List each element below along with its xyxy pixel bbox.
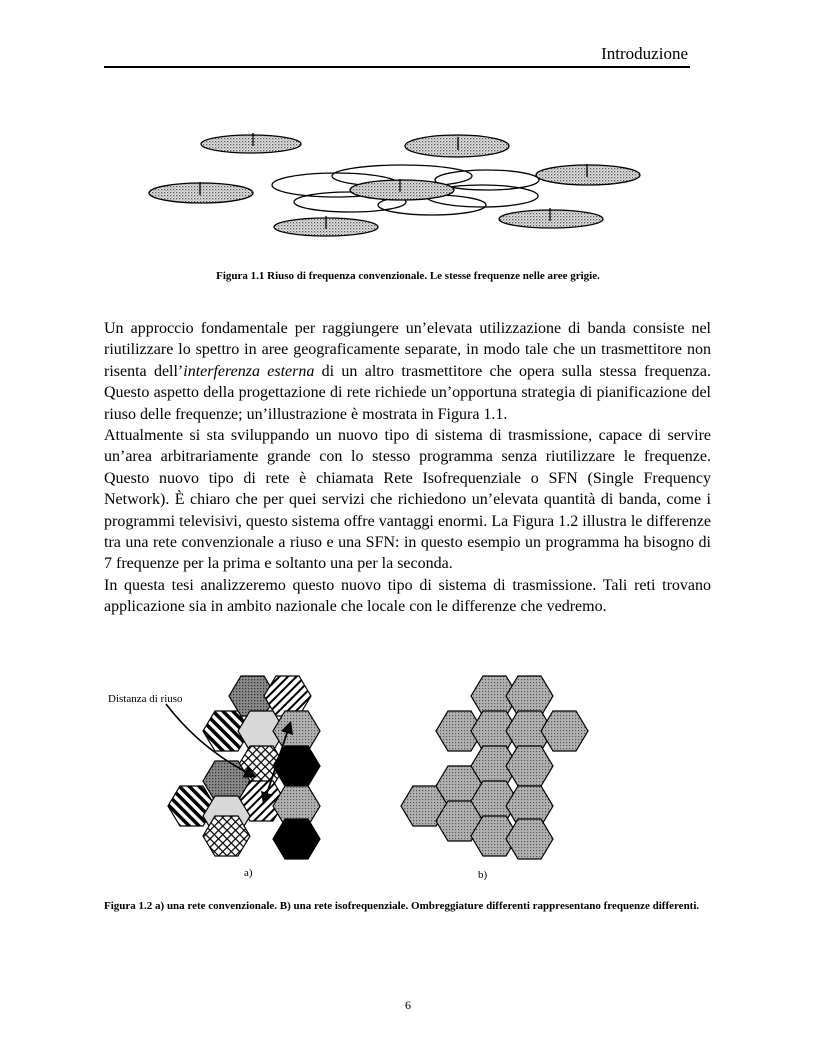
grey-cell: [499, 210, 603, 228]
isofrequency-network: [401, 676, 588, 859]
reuse-distance-label: Distanza di riuso: [108, 693, 183, 705]
grey-cell: [149, 183, 253, 203]
figure-1-1-caption: Figura 1.1 Riuso di frequenza convenzionale. Le stesse frequenze nelle aree grigie.: [216, 270, 600, 282]
body-text: [104, 318, 711, 618]
panel-b-label: b): [478, 869, 488, 881]
figure-1-1-diagram: [140, 126, 650, 246]
grey-cell: [350, 180, 454, 200]
running-header: Introduzione: [601, 44, 688, 63]
panel-a-label: a): [244, 867, 253, 879]
conventional-network: [168, 676, 320, 861]
paragraph-2: Attualmente si sta sviluppando un nuovo tipo di sistema di trasmissione, capace di servire un’area arbitrariamente grande con lo stesso programma senza riutilizzare le frequenze. Questo nuovo tipo di rete è chiamata Rete Isofrequenziale o SFN (Single Frequency Network). È chiaro che per quei servizi che richiedono un’elevata quantità di banda, come i programmi televisivi, questo sistema offre vantaggi enormi. La Figura 1.2 illustra le differenze tra una rete convenzionale a riuso e una SFN: in questo esempio un programma ha bisogno di 7 frequenze per la prima e soltanto una per la seconda.: [104, 427, 711, 573]
figure-1-2-caption: Figura 1.2 a) una rete convenzionale. B) una rete isofrequenziale. Ombreggiature differenti rappresentano frequenze differenti.: [104, 900, 700, 912]
header-rule: [104, 66, 690, 68]
grey-cell: [536, 165, 640, 185]
grey-cell: [201, 135, 301, 153]
page-number: 6: [405, 998, 411, 1012]
grey-cell: [405, 135, 509, 157]
figure-1-2-diagram: [104, 664, 624, 888]
paragraph-3: In questa tesi analizzeremo questo nuovo tipo di sistema di trasmissione. Tali reti trovano applicazione sia in ambito nazionale che locale con le differenze che vedremo.: [104, 576, 711, 616]
paragraph-1: Un approccio fondamentale per raggiungere un’elevata utilizzazione di banda consiste nel riutilizzare lo spettro in aree geograficamente separate, in modo tale che un trasmettitore non risenta dell’interferenza esterna di un altro trasmettitore che opera sulla stessa frequenza. Questo aspetto della progettazione di rete richiede un’opportuna strategia di pianificazione del riuso delle frequenze; un’illustrazione è mostrata in Figura 1.1.: [104, 320, 712, 423]
emphasis-term: interferenza esterna: [183, 362, 315, 380]
